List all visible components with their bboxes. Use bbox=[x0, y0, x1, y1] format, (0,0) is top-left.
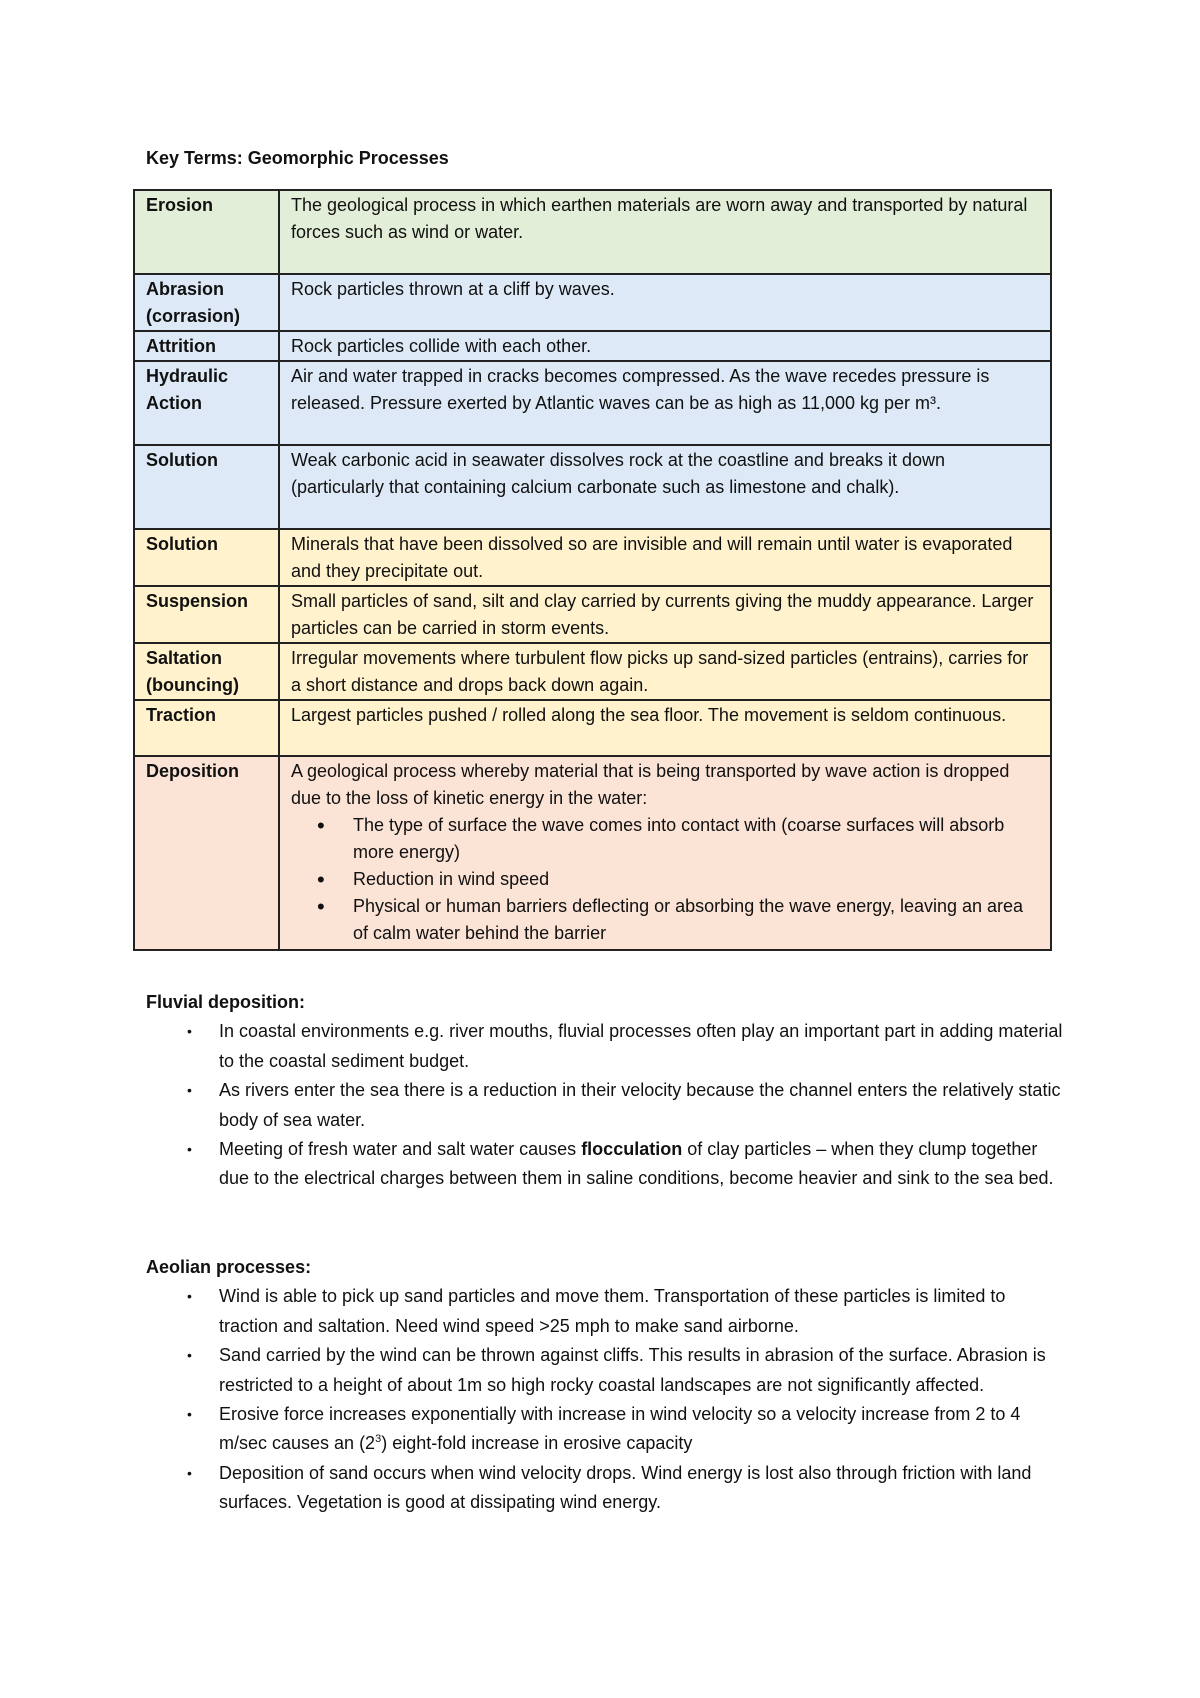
definition-cell: Air and water trapped in cracks becomes compressed. As the wave recedes pressure is released. Pressure exerted by Atlantic waves can be as high as 11,000 kg per m³. bbox=[279, 361, 1051, 445]
list-item: • Sand carried by the wind can be thrown against cliffs. This results in abrasion of the surface. Abrasion is restricted to a height of about 1m so high rocky coastal landscapes are not significantly affected. bbox=[219, 1341, 1066, 1400]
aeolian-processes-section bbox=[146, 1253, 1066, 1518]
table-row bbox=[134, 643, 1051, 700]
definition-cell: Minerals that have been dissolved so are invisible and will remain until water is evaporated and they precipitate out. bbox=[279, 529, 1051, 586]
table-row bbox=[134, 756, 1051, 950]
fluvial-list bbox=[146, 1017, 1066, 1193]
term-cell: Solution bbox=[134, 445, 279, 529]
definition-cell: Largest particles pushed / rolled along the sea floor. The movement is seldom continuous. bbox=[279, 700, 1051, 756]
term-cell: Erosion bbox=[134, 190, 279, 274]
table-row bbox=[134, 190, 1051, 274]
term-cell: Deposition bbox=[134, 756, 279, 950]
table-row bbox=[134, 274, 1051, 331]
table-row bbox=[134, 445, 1051, 529]
fluvial-deposition-section bbox=[146, 988, 1066, 1194]
definition-cell: The geological process in which earthen materials are worn away and transported by natural forces such as wind or water. bbox=[279, 190, 1051, 274]
flocculation-term: flocculation bbox=[581, 1139, 683, 1160]
table-row bbox=[134, 529, 1051, 586]
term-cell: Traction bbox=[134, 700, 279, 756]
definition-cell: Rock particles collide with each other. bbox=[279, 331, 1051, 361]
term-cell: Saltation (bouncing) bbox=[134, 643, 279, 700]
term-cell: Suspension bbox=[134, 586, 279, 643]
page-title: Key Terms: Geomorphic Processes bbox=[146, 148, 449, 168]
deposition-factors-list bbox=[291, 812, 1040, 947]
table-row bbox=[134, 700, 1051, 756]
section-heading: Fluvial deposition: bbox=[146, 992, 306, 1012]
aeolian-list bbox=[146, 1282, 1066, 1517]
table-row bbox=[134, 586, 1051, 643]
section-heading: Aeolian processes: bbox=[146, 1257, 312, 1277]
list-item bbox=[219, 1400, 1066, 1459]
superscript: 3 bbox=[375, 1433, 382, 1446]
list-item: • In coastal environments e.g. river mouths, fluvial processes often play an important part in adding material to the coastal sediment budget. bbox=[219, 1017, 1066, 1076]
list-item: • Reduction in wind speed bbox=[353, 866, 1040, 893]
list-item: • The type of surface the wave comes into contact with (coarse surfaces will absorb more energy) bbox=[353, 812, 1040, 866]
definition-cell bbox=[279, 756, 1051, 950]
deposition-definition-text: A geological process whereby material that is being transported by wave action is dropped due to the loss of kinetic energy in the water: bbox=[291, 761, 1010, 808]
list-item: • Physical or human barriers deflecting or absorbing the wave energy, leaving an area of calm water behind the barrier bbox=[353, 893, 1040, 947]
item-text: Erosive force increases exponentially with increase in wind velocity so a velocity increase from 2 to 4 m/sec causes an (2 bbox=[219, 1404, 1021, 1454]
term-cell: Attrition bbox=[134, 331, 279, 361]
list-item: • Wind is able to pick up sand particles and move them. Transportation of these particles is limited to traction and saltation. Need wind speed >25 mph to make sand airborne. bbox=[219, 1282, 1066, 1341]
item-text: ) eight-fold increase in erosive capacity bbox=[381, 1433, 693, 1454]
list-item bbox=[219, 1135, 1066, 1194]
item-text: of clay particles – when they clump together due to the electrical charges between them in saline conditions, become heavier and sink to the sea bed. bbox=[219, 1139, 1054, 1189]
table-row bbox=[134, 361, 1051, 445]
definition-cell: Rock particles thrown at a cliff by waves. bbox=[279, 274, 1051, 331]
definition-cell: Irregular movements where turbulent flow picks up sand-sized particles (entrains), carries for a short distance and drops back down again. bbox=[279, 643, 1051, 700]
term-cell: Solution bbox=[134, 529, 279, 586]
item-text: Meeting of fresh water and salt water causes bbox=[219, 1139, 582, 1160]
list-item: • As rivers enter the sea there is a reduction in their velocity because the channel enters the relatively static body of sea water. bbox=[219, 1076, 1066, 1135]
term-cell: Abrasion (corrasion) bbox=[134, 274, 279, 331]
table-row bbox=[134, 331, 1051, 361]
key-terms-table bbox=[133, 189, 1052, 951]
definition-cell: Weak carbonic acid in seawater dissolves rock at the coastline and breaks it down (particularly that containing calcium carbonate such as limestone and chalk). bbox=[279, 445, 1051, 529]
definition-cell: Small particles of sand, silt and clay carried by currents giving the muddy appearance. Larger particles can be carried in storm events. bbox=[279, 586, 1051, 643]
term-cell: Hydraulic Action bbox=[134, 361, 279, 445]
list-item: • Deposition of sand occurs when wind velocity drops. Wind energy is lost also through friction with land surfaces. Vegetation is good at dissipating wind energy. bbox=[219, 1459, 1066, 1518]
